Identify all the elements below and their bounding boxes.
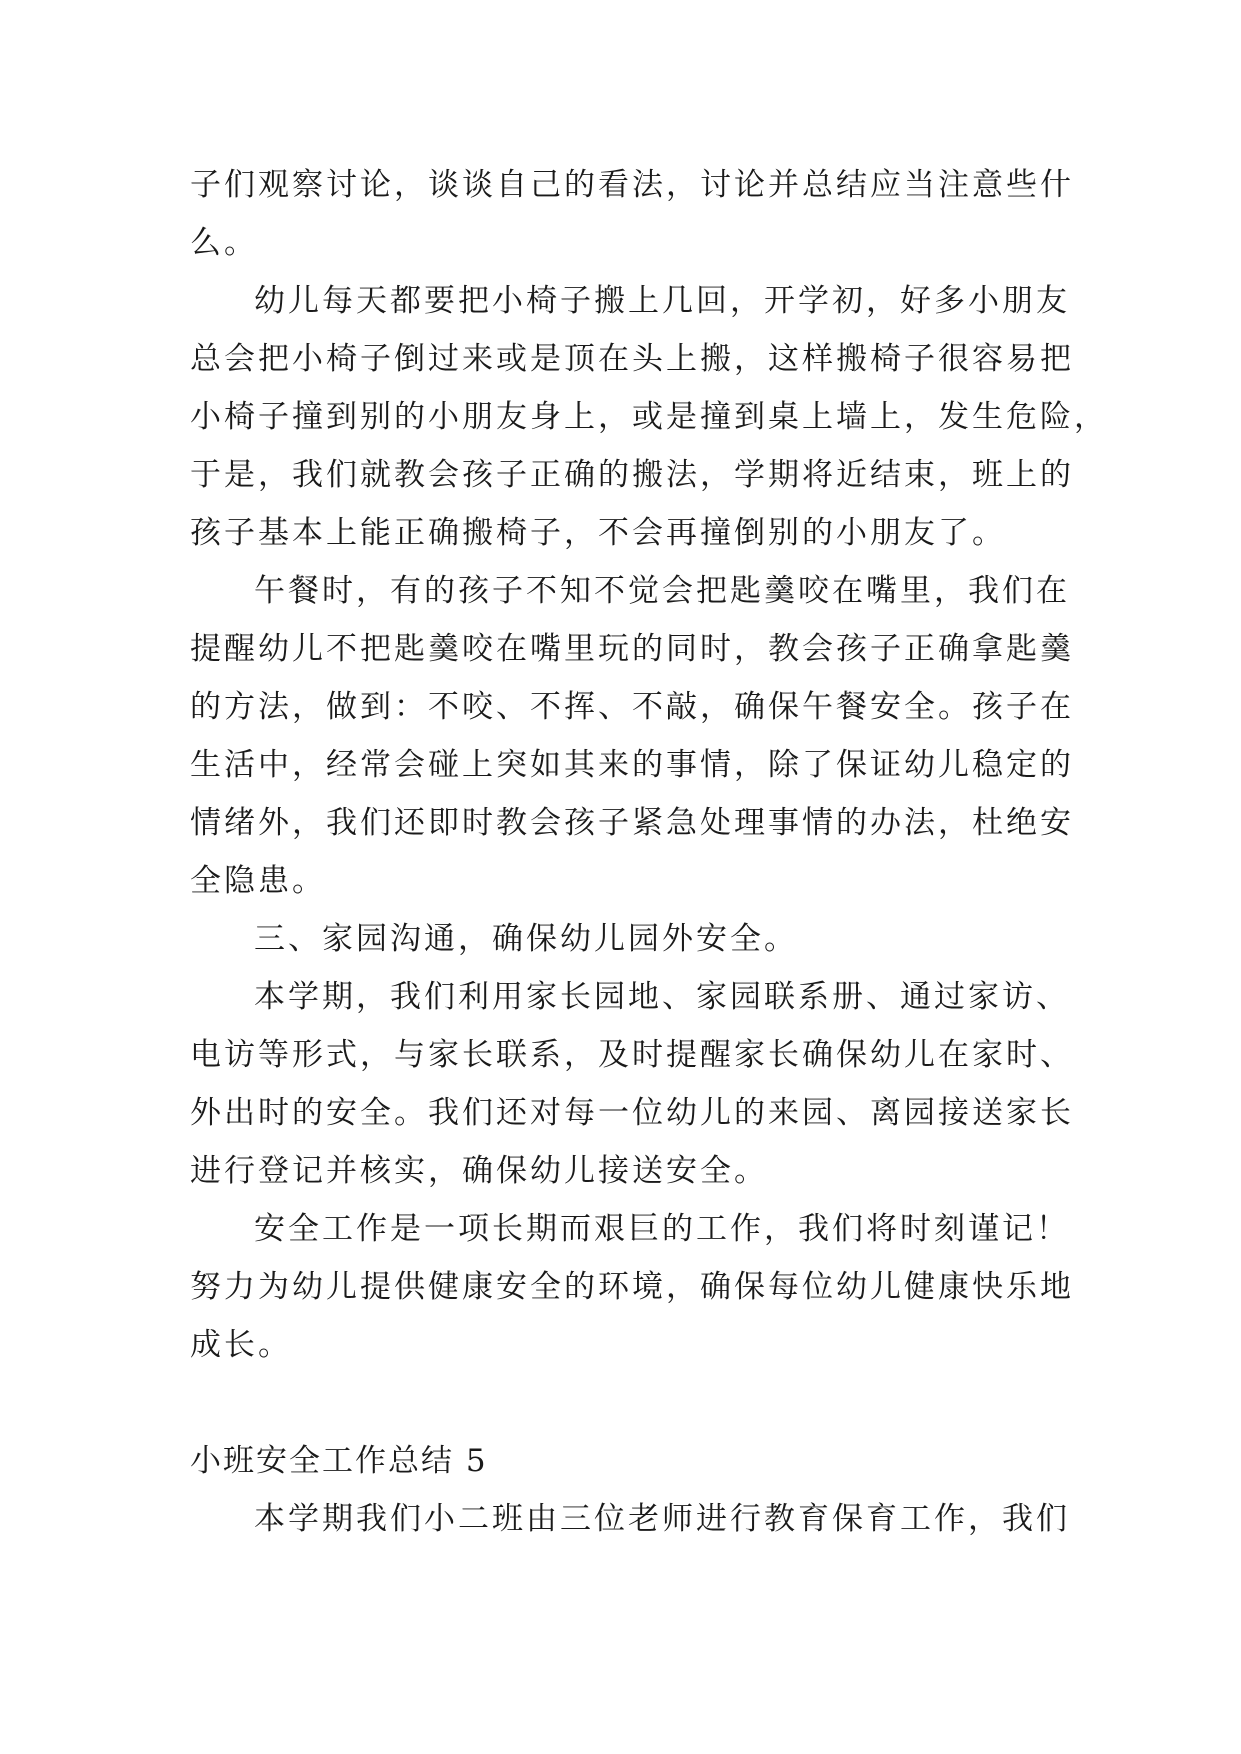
text-line: 安全工作是一项长期而艰巨的工作，我们将时刻谨记！ xyxy=(254,1211,1070,1247)
text-line: 外出时的安全。我们还对每一位幼儿的来园、离园接送家长 xyxy=(190,1095,1074,1131)
text-line: 总会把小椅子倒过来或是顶在头上搬，这样搬椅子很容易把 xyxy=(190,341,1074,377)
section-spacer xyxy=(190,1374,1070,1432)
text-line: 小椅子撞到别的小朋友身上，或是撞到桌上墙上，发生危险， xyxy=(190,399,1108,435)
text-line: 本学期我们小二班由三位老师进行教育保育工作，我们 xyxy=(254,1501,1070,1537)
text-line: 进行登记并核实，确保幼儿接送安全。 xyxy=(190,1153,768,1189)
text-line: 电访等形式，与家长联系，及时提醒家长确保幼儿在家时、 xyxy=(190,1037,1074,1073)
text-line: 的方法，做到：不咬、不挥、不敲，确保午餐安全。孩子在 xyxy=(190,689,1074,725)
text-line: 全隐患。 xyxy=(190,863,326,899)
text-line: 成长。 xyxy=(190,1327,292,1363)
document-body xyxy=(190,156,1108,1548)
text-line: 本学期，我们利用家长园地、家园联系册、通过家访、 xyxy=(254,979,1070,1015)
text-line: 么。 xyxy=(190,225,258,261)
text-line: 三、家园沟通，确保幼儿园外安全。 xyxy=(254,921,798,957)
text-line: 午餐时，有的孩子不知不觉会把匙羹咬在嘴里，我们在 xyxy=(254,573,1070,609)
section-title: 小班安全工作总结 5 xyxy=(190,1443,488,1479)
text-line: 提醒幼儿不把匙羹咬在嘴里玩的同时，教会孩子正确拿匙羹 xyxy=(190,631,1074,667)
text-line: 孩子基本上能正确搬椅子，不会再撞倒别的小朋友了。 xyxy=(190,515,1006,551)
text-line: 情绪外，我们还即时教会孩子紧急处理事情的办法，杜绝安 xyxy=(190,805,1074,841)
text-line: 生活中，经常会碰上突如其来的事情，除了保证幼儿稳定的 xyxy=(190,747,1074,783)
text-line: 于是，我们就教会孩子正确的搬法，学期将近结束，班上的 xyxy=(190,457,1074,493)
text-line: 幼儿每天都要把小椅子搬上几回，开学初，好多小朋友 xyxy=(254,283,1070,319)
text-line: 子们观察讨论，谈谈自己的看法，讨论并总结应当注意些什 xyxy=(190,167,1074,203)
text-line: 努力为幼儿提供健康安全的环境，确保每位幼儿健康快乐地 xyxy=(190,1269,1074,1305)
